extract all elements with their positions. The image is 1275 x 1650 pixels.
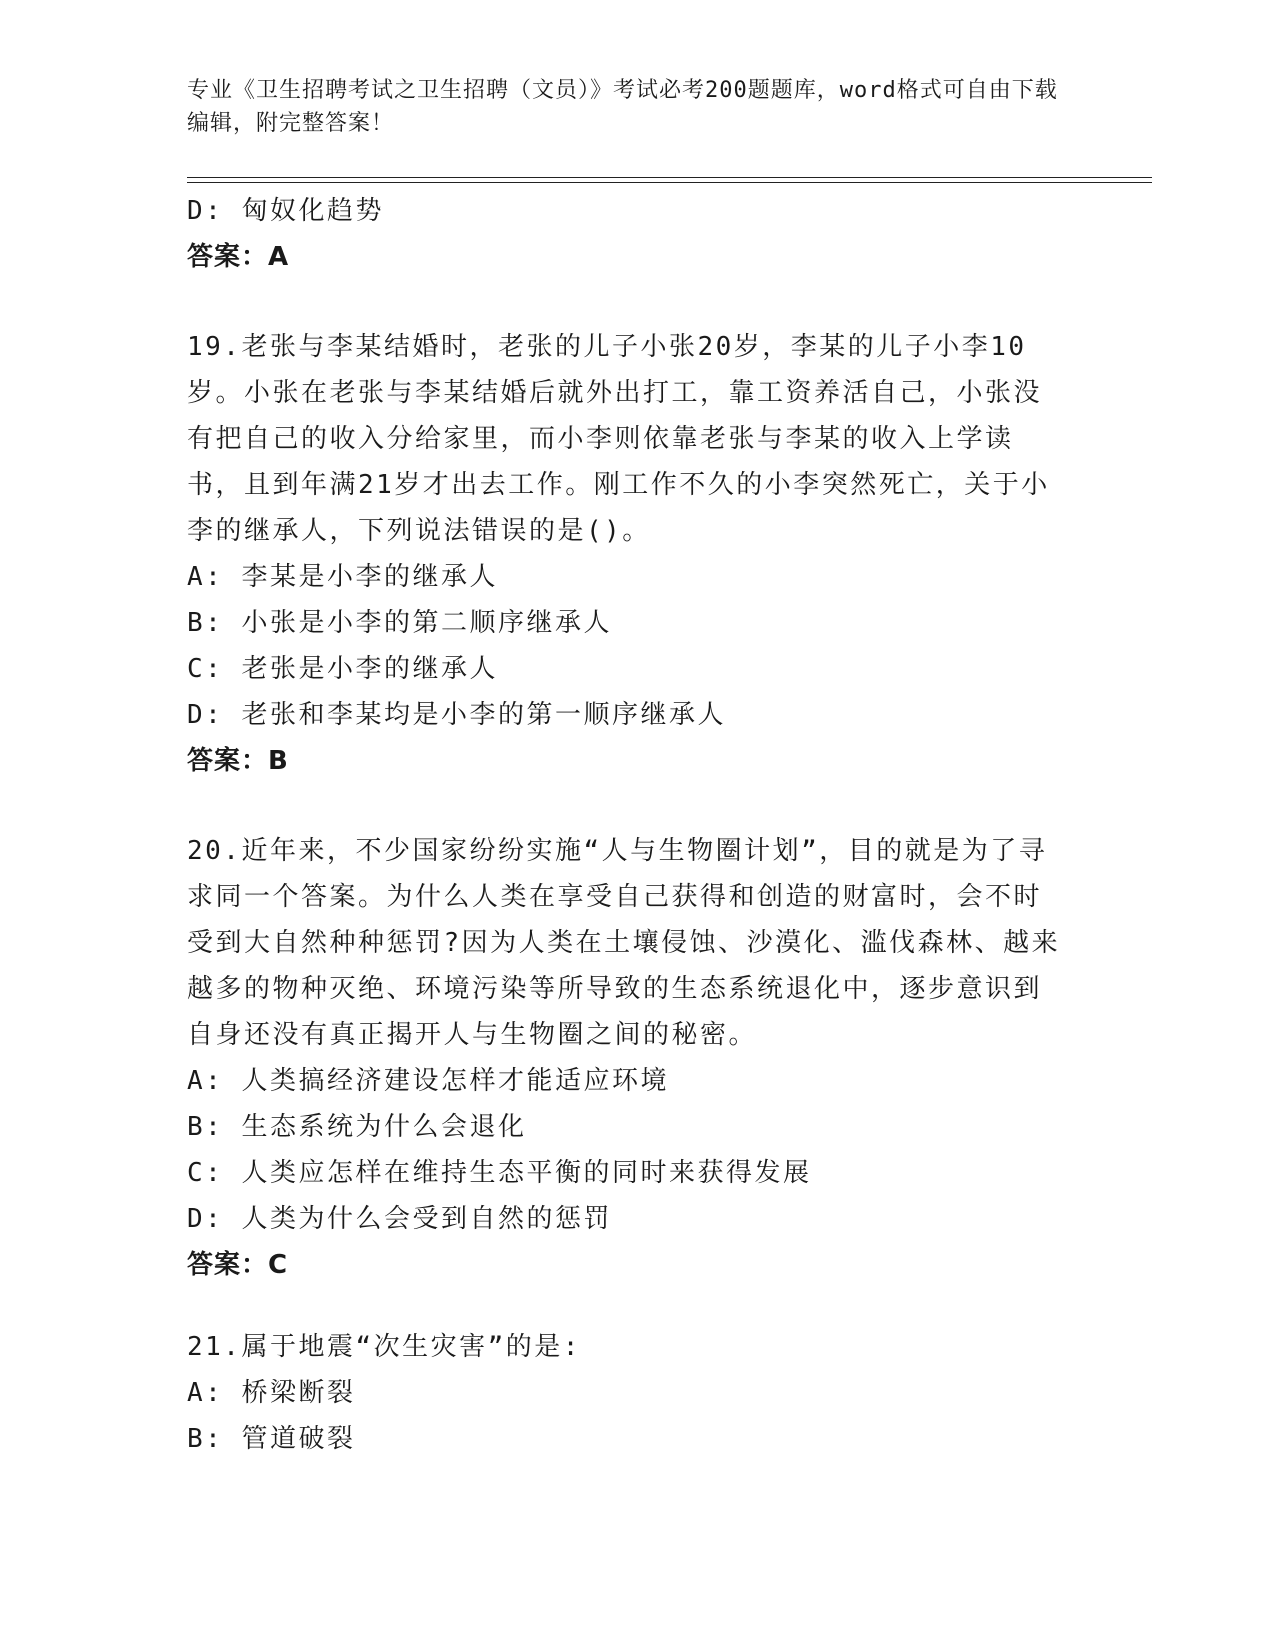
question-text: 20.近年来，不少国家纷纷实施“人与生物圈计划”，目的就是为了寻求同一个答案。为什么人类在享受自己获得和创造的财富时，会不时受到大自然种种惩罚?因为人类在土壤侵蚀、沙漠化、滥伐森林、越来越多的物种灭绝、环境污染等所导致的生态系统退化中，逐步意识到自身还没有真正揭开人与生物圈之间的秘密。 — [187, 836, 1061, 1050]
option-b: B: 生态系统为什么会退化 — [187, 1112, 527, 1142]
question-21 — [187, 1324, 1087, 1462]
question-text: 21.属于地震“次生灾害”的是: — [187, 1332, 581, 1362]
header-rule-top — [187, 177, 1152, 178]
document-header — [187, 74, 1067, 140]
option-a: A: 人类搞经济建设怎样才能适应环境 — [187, 1066, 669, 1096]
header-title: 专业《卫生招聘考试之卫生招聘（文员）》考试必考200题题库，word格式可自由下载编辑，附完整答案！ — [187, 78, 1058, 136]
prev-question-block — [187, 188, 1087, 280]
question-19 — [187, 324, 1087, 784]
answer-label: 答案：C — [187, 1250, 289, 1280]
option-d: D: 人类为什么会受到自然的惩罚 — [187, 1204, 612, 1234]
option-d: D: 老张和李某均是小李的第一顺序继承人 — [187, 700, 726, 730]
option-b: B: 管道破裂 — [187, 1424, 356, 1454]
option-a: A: 李某是小李的继承人 — [187, 562, 498, 592]
option-d: D: 匈奴化趋势 — [187, 196, 384, 226]
question-content — [187, 188, 1087, 1462]
answer-label: 答案：B — [187, 746, 289, 776]
answer-label: 答案：A — [187, 242, 290, 272]
option-c: C: 老张是小李的继承人 — [187, 654, 498, 684]
question-text: 19.老张与李某结婚时，老张的儿子小张20岁，李某的儿子小李10岁。小张在老张与李某结婚后就外出打工，靠工资养活自己，小张没有把自己的收入分给家里，而小李则依靠老张与李某的收入上学读书，且到年满21岁才出去工作。刚工作不久的小李突然死亡，关于小李的继承人，下列说法错误的是()。 — [187, 332, 1050, 546]
question-20 — [187, 828, 1087, 1288]
option-c: C: 人类应怎样在维持生态平衡的同时来获得发展 — [187, 1158, 812, 1188]
header-rule-bottom — [187, 182, 1152, 183]
option-a: A: 桥梁断裂 — [187, 1378, 356, 1408]
option-b: B: 小张是小李的第二顺序继承人 — [187, 608, 612, 638]
